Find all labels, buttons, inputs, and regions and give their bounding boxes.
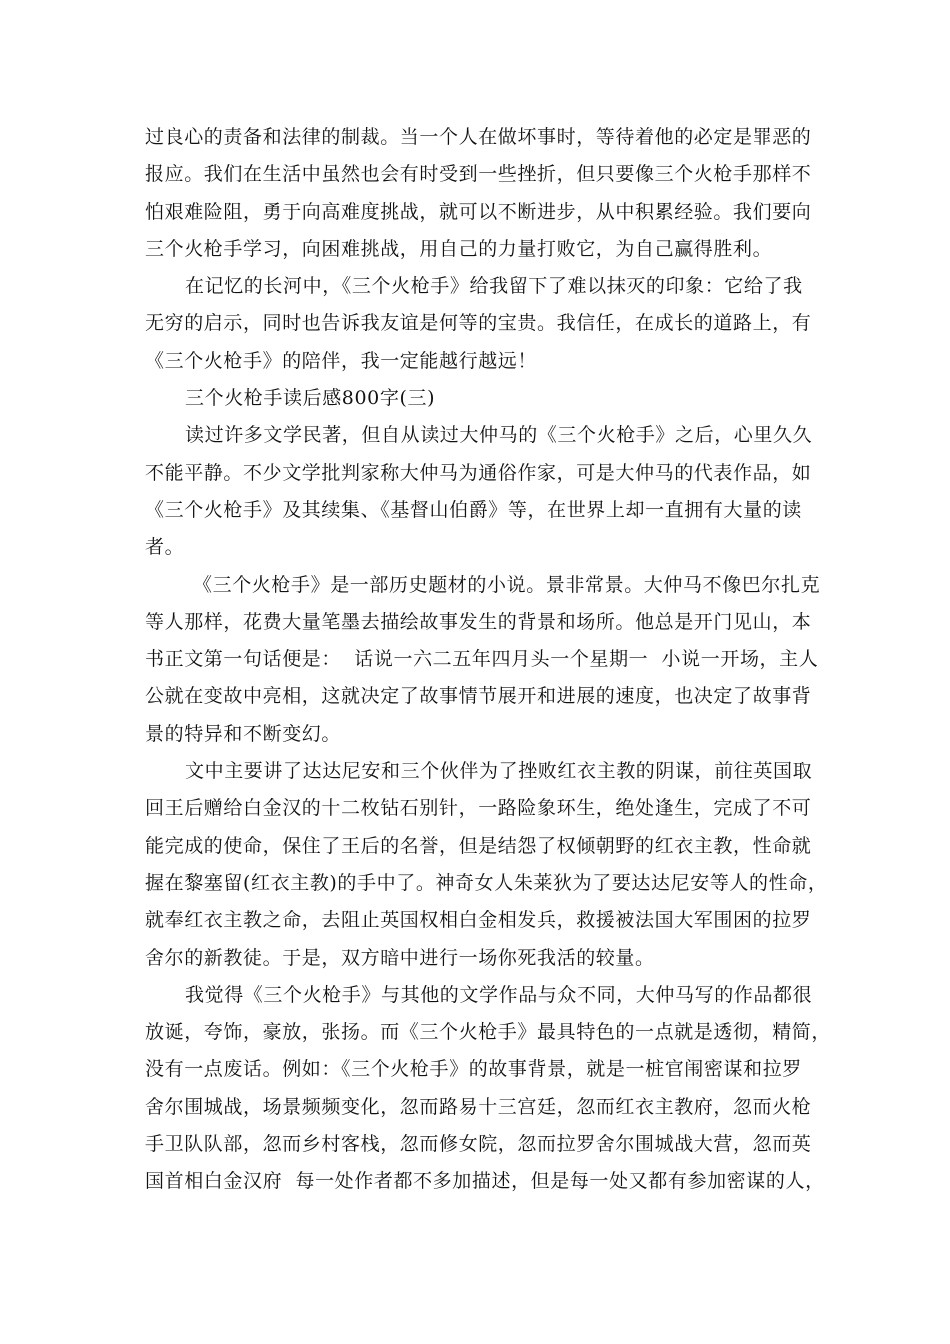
- text-line: 回王后赠给白金汉的十二枚钻石别针，一路险象环生，绝处逢生，完成了不可: [145, 797, 812, 820]
- text-line: 怕艰难险阻，勇于向高难度挑战，就可以不断进步，从中积累经验。我们要向: [145, 200, 812, 223]
- paragraph-opinion: [145, 977, 832, 1201]
- paragraph-novel-description: [145, 567, 821, 753]
- text-line: 握在黎塞留(红衣主教)的手中了。神奇女人朱莱狄为了要达达尼安等人的性命，: [145, 871, 828, 894]
- paragraph-plot: [145, 753, 828, 977]
- text-line: 文中主要讲了达达尼安和三个伙伴为了挫败红衣主教的阴谋，前往英国取: [185, 760, 813, 783]
- text-line: 《三个火枪手》的陪伴，我一定能越行越远！: [145, 349, 538, 372]
- text-line: 国首相白金汉府 每一处作者都不多加描述，但是每一处又都有参加密谋的人，: [145, 1170, 825, 1193]
- text-line: 能完成的使命，保住了王后的名誉，但是结怨了权倾朝野的红衣主教，性命就: [145, 834, 812, 857]
- text-line: 放诞，夸饰，豪放，张扬。而《三个火枪手》最具特色的一点就是透彻，精简，: [145, 1021, 832, 1044]
- text-line: 舍尔围城战，场景频频变化，忽而路易十三宫廷，忽而红衣主教府，忽而火枪: [145, 1095, 812, 1118]
- text-line: 没有一点废话。例如：《三个火枪手》的故事背景，就是一桩官闱密谋和拉罗: [145, 1058, 802, 1081]
- text-line: 景的特异和不断变幻。: [145, 722, 342, 745]
- text-line: 无穷的启示，同时也告诉我友谊是何等的宝贵。我信任，在成长的道路上，有: [145, 312, 812, 335]
- text-line: 报应。我们在生活中虽然也会有时受到一些挫折，但只要像三个火枪手那样不: [145, 163, 812, 186]
- section-heading: [145, 380, 805, 417]
- text-line: 过良心的责备和法律的制裁。当一个人在做坏事时，等待着他的必定是罪恶的: [145, 126, 812, 148]
- document-page: [145, 119, 832, 1201]
- text-line: 读过许多文学民著，但自从读过大仲马的《三个火枪手》之后，心里久久: [185, 424, 813, 447]
- text-line: 书正文第一句话便是： 话说一六二五年四月头一个星期一 小说一开场，主人: [145, 648, 819, 671]
- text-line: 者。: [145, 536, 185, 559]
- text-line: 舍尔的新教徒。于是，双方暗中进行一场你死我活的较量。: [145, 946, 655, 969]
- text-line: 等人那样，花费大量笔墨去描绘故事发生的背景和场所。他总是开门见山，本: [145, 610, 812, 633]
- paragraph-memory: [145, 268, 812, 380]
- paragraph-conclusion: [145, 119, 812, 268]
- text-line: 三个火枪手学习，向困难挑战，用自己的力量打败它，为自己赢得胜利。: [145, 237, 773, 260]
- section-title: 三个火枪手读后感800字(三): [185, 387, 436, 410]
- text-line: 公就在变故中亮相，这就决定了故事情节展开和进展的速度，也决定了故事背: [145, 685, 812, 708]
- text-line: 《三个火枪手》及其续集、《基督山伯爵》等，在世界上却一直拥有大量的读: [145, 498, 802, 521]
- paragraph-intro: [145, 417, 813, 566]
- text-line: 《三个火枪手》是一部历史题材的小说。景非常景。大仲马不像巴尔扎克: [193, 573, 821, 596]
- text-line: 我觉得《三个火枪手》与其他的文学作品与众不同，大仲马写的作品都很: [185, 983, 813, 1006]
- text-line: 就奉红衣主教之命，去阻止英国权相白金相发兵，救援被法国大军围困的拉罗: [145, 909, 812, 932]
- text-line: 手卫队队部，忽而乡村客栈，忽而修女院，忽而拉罗舍尔围城战大营，忽而英: [145, 1133, 812, 1156]
- text-line: 不能平静。不少文学批判家称大仲马为通俗作家，可是大仲马的代表作品，如: [145, 461, 812, 484]
- text-line: 在记忆的长河中，《三个火枪手》给我留下了难以抹灭的印象：它给了我: [185, 275, 803, 298]
